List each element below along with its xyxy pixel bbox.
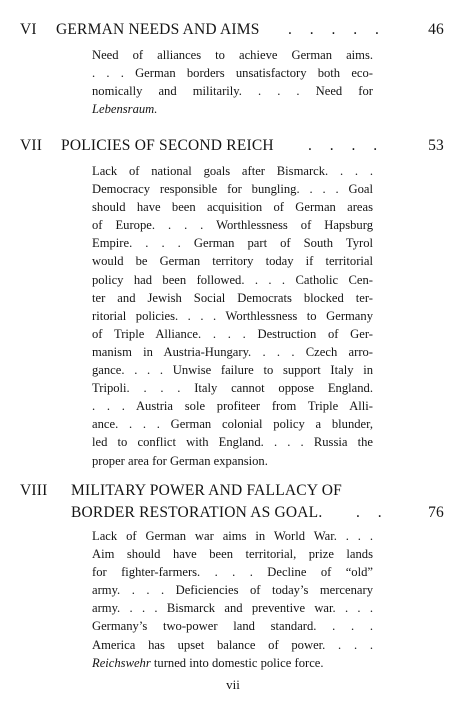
summary-line: of Triple Alliance. . . . Destruction of Ger- (92, 326, 373, 341)
summary-line: for fighter-farmers. . . . Decline of “old” (92, 565, 373, 580)
summary-line: Empire. . . . German part of South Tyrol (92, 236, 373, 251)
summary-line: . . . German borders unsatisfactory both eco- (92, 66, 373, 81)
summary-line: of Europe. . . . Worthlessness of Hapsburg (92, 218, 373, 233)
page-folio: vii (226, 677, 240, 692)
summary-line: Lack of German war aims in World War. . . . (92, 529, 373, 543)
chapter-title-continued: BORDER RESTORATION AS GOAL. (71, 504, 323, 521)
summary-line-rest: turned into domestic police force. (150, 655, 324, 670)
summary-line: America has upset balance of power. . . . (92, 637, 373, 652)
chapter-summary (92, 46, 373, 118)
chapter-numeral: VI (20, 21, 37, 38)
summary-line: led to conflict with England. . . . Russia the (92, 435, 373, 450)
summary-line: nomically and militarily. . . . Need for (92, 84, 373, 99)
chapter-title: GERMAN NEEDS AND AIMS (56, 21, 260, 38)
chapter-vii (0, 137, 466, 468)
summary-line: gance. . . . Unwise failure to support Italy in (92, 363, 373, 378)
chapter-vi (0, 21, 466, 117)
chapter-page-number: 46 (428, 21, 444, 38)
summary-line: should have been acquisition of German areas (92, 200, 373, 215)
dot-leader: . . . . . (288, 21, 379, 38)
summary-line-italic-word: Reichswehr (92, 655, 151, 670)
summary-line-italic-lead (92, 654, 373, 672)
summary-line: would be German territory today if territorial (92, 254, 373, 269)
chapter-page-number: 76 (428, 504, 444, 521)
summary-line: ter and Jewish Social Democrats blocked ter- (92, 290, 373, 305)
chapter-summary (92, 162, 373, 470)
summary-line: Lack of national goals after Bismarck. . . . (92, 164, 373, 178)
summary-line: Lebensraum. (92, 102, 158, 117)
dot-leader: . . . . (308, 137, 378, 154)
summary-line: Tripoli. . . . Italy cannot oppose England. (92, 381, 373, 396)
chapter-numeral: VII (20, 137, 43, 154)
summary-line: ritorial policies. . . . Worthlessness to Germany (92, 308, 373, 323)
chapter-numeral: VIII (20, 482, 48, 499)
summary-line: Democracy responsible for bungling. . . . Goal (92, 182, 373, 197)
chapter-title: POLICIES OF SECOND REICH (61, 137, 274, 154)
dot-leader: . . (356, 504, 382, 521)
summary-line: policy had been followed. . . . Catholic Cen- (92, 272, 373, 287)
chapter-title: MILITARY POWER AND FALLACY OF (71, 482, 342, 499)
summary-line: ance. . . . German colonial policy a blunder, (92, 417, 373, 432)
chapter-heading (0, 137, 466, 159)
summary-line: manism in Austria-Hungary. . . . Czech arro- (92, 344, 373, 359)
chapter-heading (0, 482, 466, 504)
summary-line: . . . Austria sole profiteer from Triple Alli- (92, 399, 373, 414)
chapter-viii (0, 482, 466, 670)
chapter-heading-continued (0, 504, 466, 526)
summary-line: Aim should have been territorial, prize lands (92, 547, 373, 562)
chapter-heading (0, 21, 466, 43)
summary-line: Need of alliances to achieve German aims. (92, 48, 373, 62)
summary-line: Germany’s two-power land standard. . . . (92, 619, 373, 634)
summary-line: army. . . . Deficiencies of today’s mercenary (92, 583, 373, 598)
chapter-summary (92, 527, 373, 672)
summary-line: proper area for German expansion. (92, 453, 268, 468)
chapter-page-number: 53 (428, 137, 444, 154)
summary-line: army. . . . Bismarck and preventive war. . . . (92, 601, 373, 616)
